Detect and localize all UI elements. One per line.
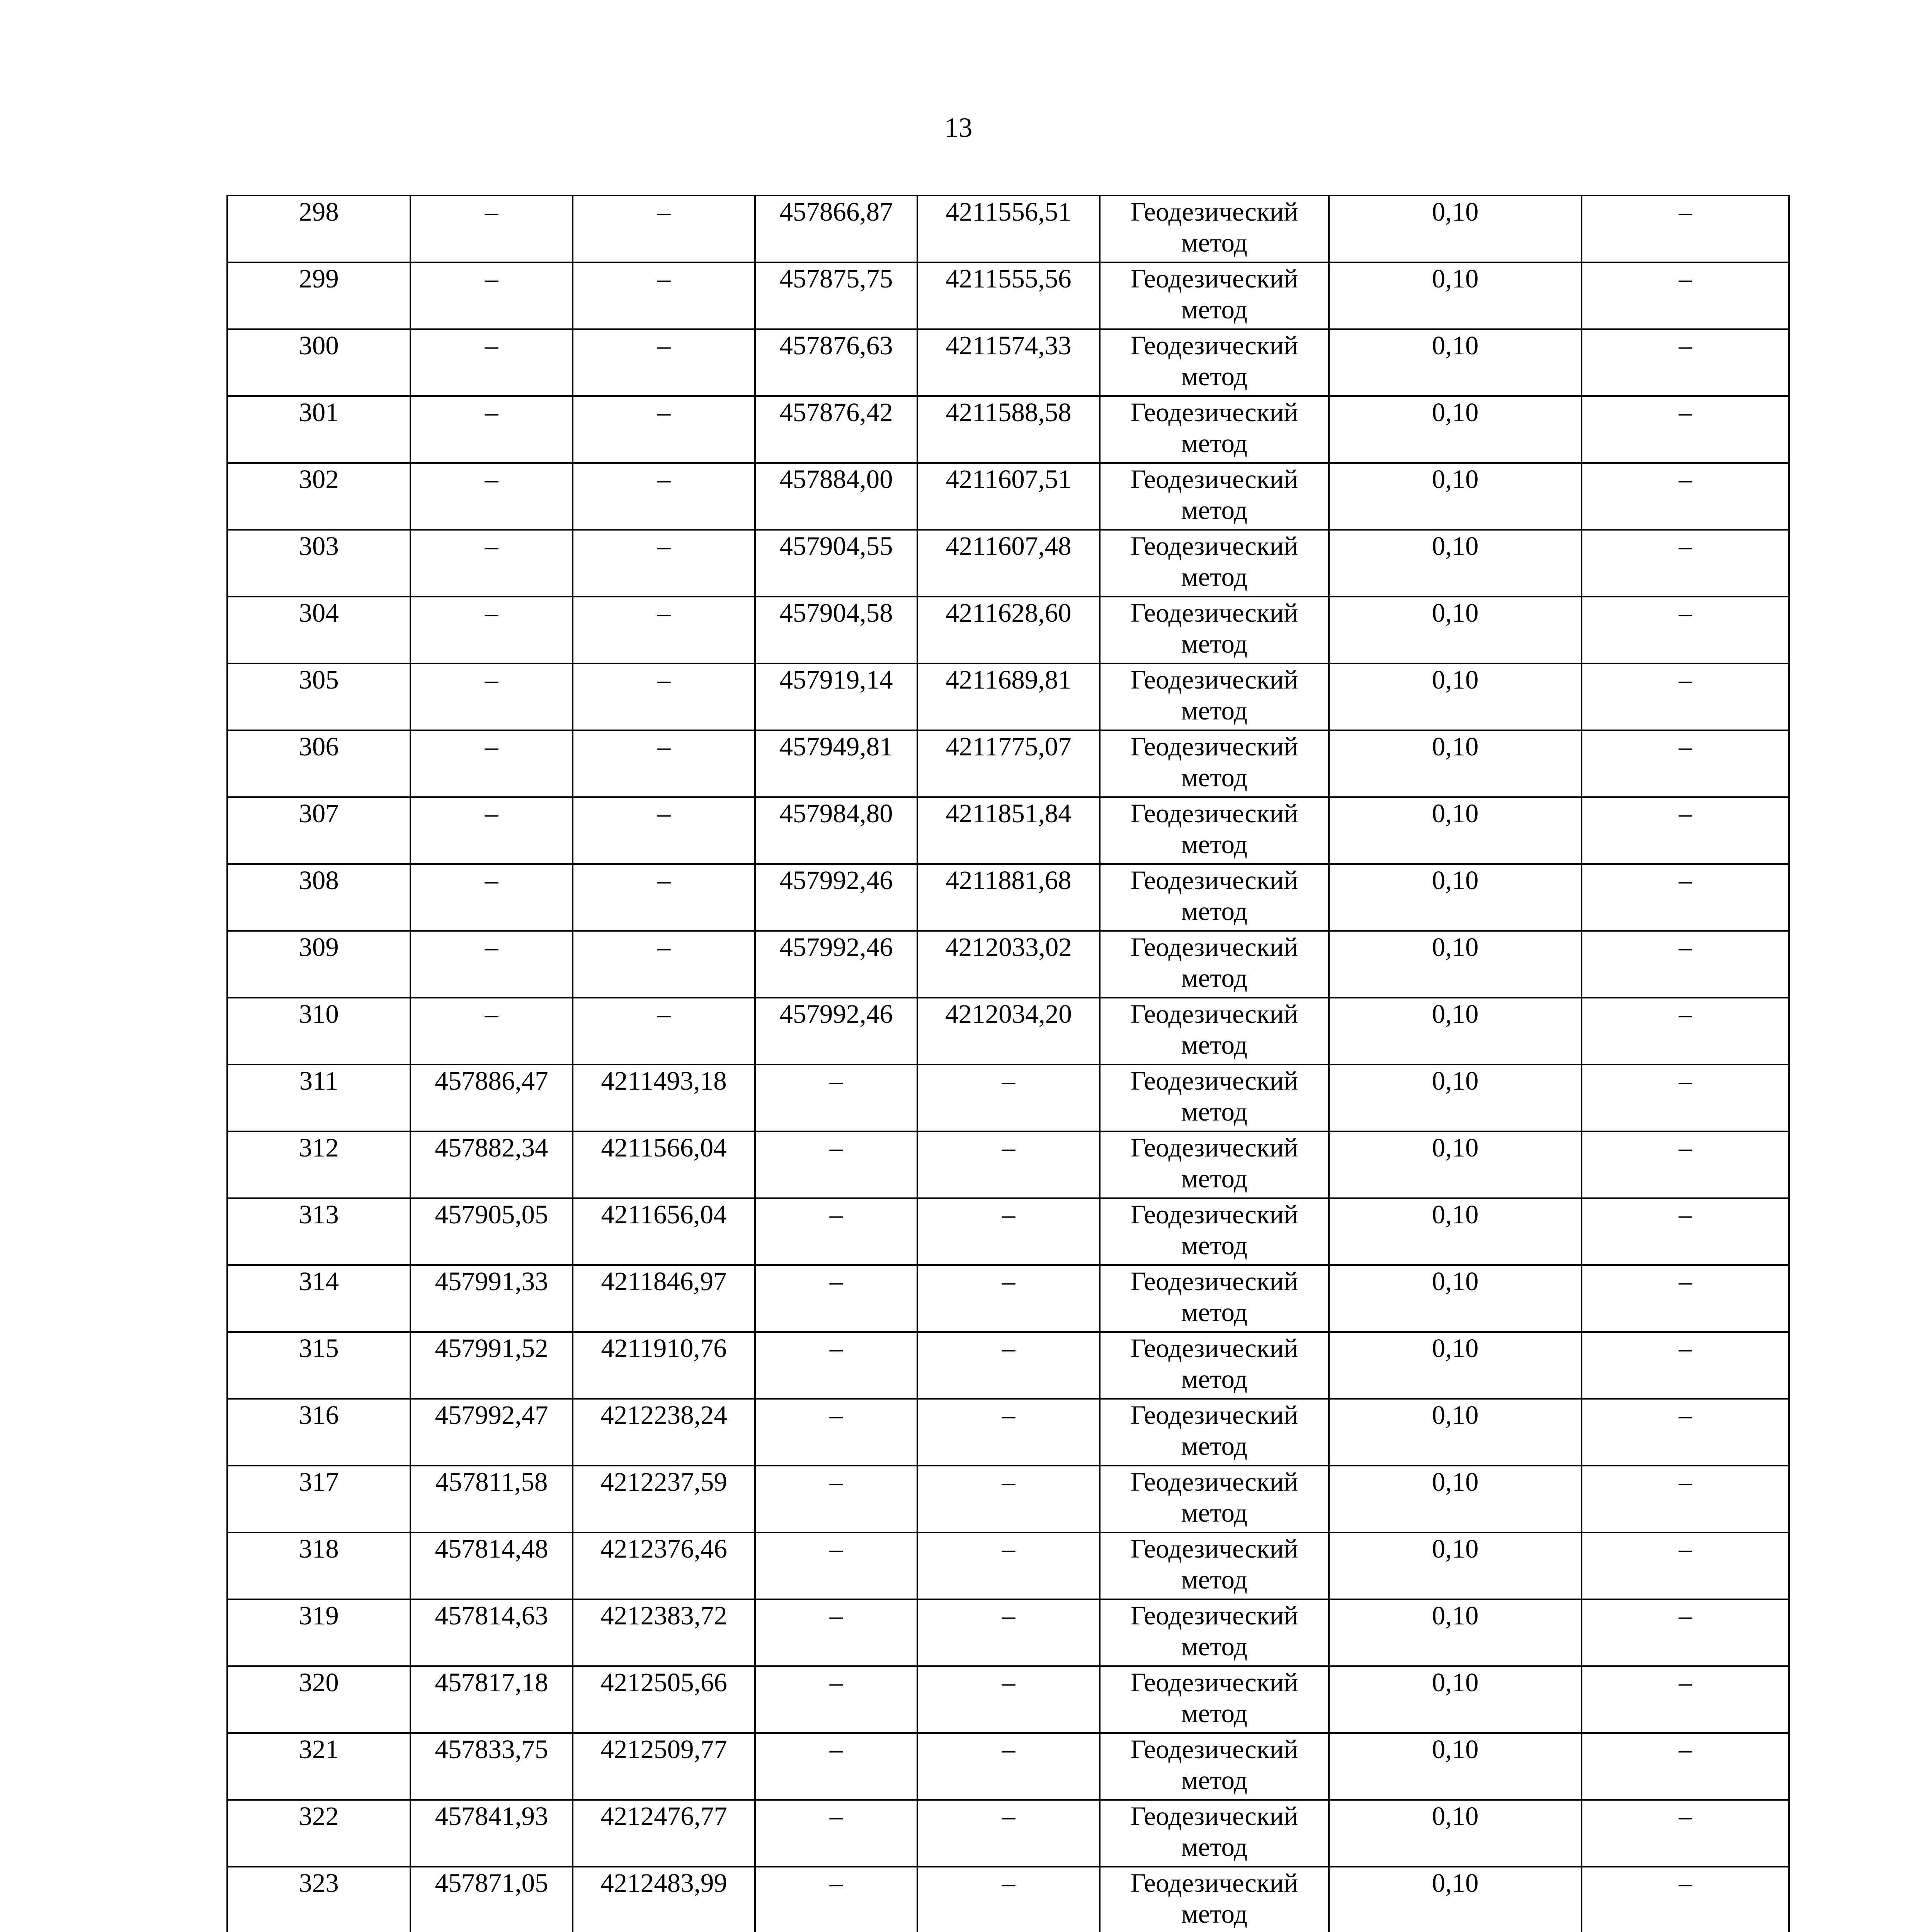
accuracy-cell: 0,10 <box>1329 1198 1582 1265</box>
accuracy-cell: 0,10 <box>1329 931 1582 998</box>
existing-x-cell: – <box>410 597 573 663</box>
accuracy-cell: 0,10 <box>1329 1466 1582 1532</box>
new-y-cell: 4212034,20 <box>917 998 1100 1065</box>
point-number-cell: 315 <box>227 1332 410 1399</box>
point-number-cell: 309 <box>227 931 410 998</box>
page-number: 13 <box>944 112 973 143</box>
existing-y-cell: – <box>573 663 755 730</box>
table-row <box>227 1131 1789 1198</box>
point-number-cell: 304 <box>227 597 410 663</box>
new-x-cell: – <box>755 1599 917 1666</box>
existing-x-cell: – <box>410 329 573 396</box>
table-row <box>227 262 1789 329</box>
existing-y-cell: – <box>573 196 755 262</box>
method-cell: Геодезический метод <box>1100 864 1329 931</box>
existing-x-cell: – <box>410 730 573 797</box>
new-x-cell: 457992,46 <box>755 864 917 931</box>
new-x-cell: 457876,63 <box>755 329 917 396</box>
description-cell: – <box>1582 730 1789 797</box>
new-y-cell: – <box>917 1800 1100 1867</box>
description-cell: – <box>1582 1800 1789 1867</box>
method-cell: Геодезический метод <box>1100 1867 1329 1932</box>
existing-x-cell: 457833,75 <box>410 1733 573 1800</box>
description-cell: – <box>1582 1666 1789 1733</box>
description-cell: – <box>1582 931 1789 998</box>
point-number-cell: 298 <box>227 196 410 262</box>
new-x-cell: – <box>755 1399 917 1466</box>
accuracy-cell: 0,10 <box>1329 597 1582 663</box>
table-row <box>227 1800 1789 1867</box>
existing-y-cell: 4212383,72 <box>573 1599 755 1666</box>
new-x-cell: 457984,80 <box>755 797 917 864</box>
new-x-cell: 457992,46 <box>755 931 917 998</box>
new-y-cell: 4211555,56 <box>917 262 1100 329</box>
point-number-cell: 302 <box>227 463 410 530</box>
method-cell: Геодезический метод <box>1100 730 1329 797</box>
new-x-cell: – <box>755 1065 917 1131</box>
description-cell: – <box>1582 1867 1789 1932</box>
new-x-cell: 457919,14 <box>755 663 917 730</box>
accuracy-cell: 0,10 <box>1329 329 1582 396</box>
accuracy-cell: 0,10 <box>1329 1131 1582 1198</box>
new-x-cell: – <box>755 1332 917 1399</box>
description-cell: – <box>1582 597 1789 663</box>
accuracy-cell: 0,10 <box>1329 1599 1582 1666</box>
table-row <box>227 1599 1789 1666</box>
new-x-cell: 457992,46 <box>755 998 917 1065</box>
new-x-cell: – <box>755 1466 917 1532</box>
table-row <box>227 1532 1789 1599</box>
method-cell: Геодезический метод <box>1100 396 1329 463</box>
accuracy-cell: 0,10 <box>1329 1867 1582 1932</box>
accuracy-cell: 0,10 <box>1329 730 1582 797</box>
existing-y-cell: 4211656,04 <box>573 1198 755 1265</box>
method-cell: Геодезический метод <box>1100 1332 1329 1399</box>
point-number-cell: 317 <box>227 1466 410 1532</box>
method-cell: Геодезический метод <box>1100 196 1329 262</box>
new-y-cell: 4211607,51 <box>917 463 1100 530</box>
existing-y-cell: – <box>573 329 755 396</box>
accuracy-cell: 0,10 <box>1329 1800 1582 1867</box>
new-y-cell: 4211588,58 <box>917 396 1100 463</box>
point-number-cell: 303 <box>227 530 410 597</box>
existing-x-cell: 457814,63 <box>410 1599 573 1666</box>
new-y-cell: 4211689,81 <box>917 663 1100 730</box>
new-x-cell: – <box>755 1867 917 1932</box>
new-x-cell: 457904,58 <box>755 597 917 663</box>
existing-y-cell: – <box>573 597 755 663</box>
description-cell: – <box>1582 1399 1789 1466</box>
new-y-cell: – <box>917 1867 1100 1932</box>
existing-x-cell: – <box>410 998 573 1065</box>
existing-x-cell: – <box>410 262 573 329</box>
existing-x-cell: – <box>410 864 573 931</box>
method-cell: Геодезический метод <box>1100 931 1329 998</box>
existing-y-cell: 4212483,99 <box>573 1867 755 1932</box>
new-y-cell: 4211775,07 <box>917 730 1100 797</box>
method-cell: Геодезический метод <box>1100 1466 1329 1532</box>
table-row <box>227 329 1789 396</box>
method-cell: Геодезический метод <box>1100 262 1329 329</box>
existing-x-cell: – <box>410 396 573 463</box>
existing-y-cell: 4212237,59 <box>573 1466 755 1532</box>
accuracy-cell: 0,10 <box>1329 196 1582 262</box>
point-number-cell: 316 <box>227 1399 410 1466</box>
existing-y-cell: – <box>573 530 755 597</box>
existing-y-cell: – <box>573 396 755 463</box>
description-cell: – <box>1582 1065 1789 1131</box>
existing-y-cell: – <box>573 864 755 931</box>
method-cell: Геодезический метод <box>1100 329 1329 396</box>
new-y-cell: 4211628,60 <box>917 597 1100 663</box>
new-x-cell: – <box>755 1131 917 1198</box>
new-y-cell: – <box>917 1466 1100 1532</box>
accuracy-cell: 0,10 <box>1329 1532 1582 1599</box>
table-body <box>227 196 1789 1932</box>
new-y-cell: – <box>917 1131 1100 1198</box>
existing-y-cell: 4211910,76 <box>573 1332 755 1399</box>
method-cell: Геодезический метод <box>1100 463 1329 530</box>
new-y-cell: – <box>917 1599 1100 1666</box>
description-cell: – <box>1582 1265 1789 1332</box>
new-y-cell: – <box>917 1666 1100 1733</box>
new-y-cell: 4211851,84 <box>917 797 1100 864</box>
point-number-cell: 321 <box>227 1733 410 1800</box>
table-row <box>227 864 1789 931</box>
existing-y-cell: – <box>573 931 755 998</box>
point-number-cell: 307 <box>227 797 410 864</box>
new-x-cell: – <box>755 1265 917 1332</box>
point-number-cell: 308 <box>227 864 410 931</box>
existing-y-cell: 4212509,77 <box>573 1733 755 1800</box>
accuracy-cell: 0,10 <box>1329 1399 1582 1466</box>
accuracy-cell: 0,10 <box>1329 1666 1582 1733</box>
method-cell: Геодезический метод <box>1100 1198 1329 1265</box>
existing-x-cell: – <box>410 463 573 530</box>
method-cell: Геодезический метод <box>1100 1599 1329 1666</box>
point-number-cell: 323 <box>227 1867 410 1932</box>
point-number-cell: 299 <box>227 262 410 329</box>
description-cell: – <box>1582 530 1789 597</box>
description-cell: – <box>1582 1131 1789 1198</box>
description-cell: – <box>1582 463 1789 530</box>
point-number-cell: 305 <box>227 663 410 730</box>
point-number-cell: 306 <box>227 730 410 797</box>
method-cell: Геодезический метод <box>1100 530 1329 597</box>
method-cell: Геодезический метод <box>1100 597 1329 663</box>
method-cell: Геодезический метод <box>1100 1532 1329 1599</box>
accuracy-cell: 0,10 <box>1329 463 1582 530</box>
existing-y-cell: – <box>573 262 755 329</box>
point-number-cell: 319 <box>227 1599 410 1666</box>
new-y-cell: – <box>917 1198 1100 1265</box>
existing-x-cell: 457817,18 <box>410 1666 573 1733</box>
accuracy-cell: 0,10 <box>1329 262 1582 329</box>
new-y-cell: 4212033,02 <box>917 931 1100 998</box>
point-number-cell: 318 <box>227 1532 410 1599</box>
description-cell: – <box>1582 663 1789 730</box>
new-y-cell: – <box>917 1532 1100 1599</box>
point-number-cell: 301 <box>227 396 410 463</box>
existing-x-cell: – <box>410 797 573 864</box>
description-cell: – <box>1582 998 1789 1065</box>
existing-y-cell: 4212505,66 <box>573 1666 755 1733</box>
table-row <box>227 998 1789 1065</box>
table-row <box>227 530 1789 597</box>
existing-y-cell: – <box>573 797 755 864</box>
new-x-cell: 457876,42 <box>755 396 917 463</box>
table-row <box>227 196 1789 262</box>
description-cell: – <box>1582 396 1789 463</box>
new-y-cell: – <box>917 1332 1100 1399</box>
point-number-cell: 312 <box>227 1131 410 1198</box>
method-cell: Геодезический метод <box>1100 1800 1329 1867</box>
table-row <box>227 1332 1789 1399</box>
table-row <box>227 931 1789 998</box>
method-cell: Геодезический метод <box>1100 1399 1329 1466</box>
new-y-cell: – <box>917 1265 1100 1332</box>
existing-y-cell: 4212376,46 <box>573 1532 755 1599</box>
description-cell: – <box>1582 196 1789 262</box>
method-cell: Геодезический метод <box>1100 1265 1329 1332</box>
accuracy-cell: 0,10 <box>1329 864 1582 931</box>
description-cell: – <box>1582 329 1789 396</box>
existing-x-cell: 457991,52 <box>410 1332 573 1399</box>
existing-x-cell: 457811,58 <box>410 1466 573 1532</box>
existing-y-cell: 4211846,97 <box>573 1265 755 1332</box>
table-row <box>227 396 1789 463</box>
new-y-cell: 4211607,48 <box>917 530 1100 597</box>
new-y-cell: – <box>917 1399 1100 1466</box>
table-row <box>227 1065 1789 1131</box>
description-cell: – <box>1582 262 1789 329</box>
new-y-cell: – <box>917 1733 1100 1800</box>
accuracy-cell: 0,10 <box>1329 1733 1582 1800</box>
existing-x-cell: 457882,34 <box>410 1131 573 1198</box>
new-x-cell: – <box>755 1532 917 1599</box>
existing-x-cell: 457886,47 <box>410 1065 573 1131</box>
accuracy-cell: 0,10 <box>1329 998 1582 1065</box>
description-cell: – <box>1582 1332 1789 1399</box>
point-number-cell: 311 <box>227 1065 410 1131</box>
point-number-cell: 322 <box>227 1800 410 1867</box>
existing-x-cell: – <box>410 530 573 597</box>
point-number-cell: 310 <box>227 998 410 1065</box>
new-x-cell: 457875,75 <box>755 262 917 329</box>
description-cell: – <box>1582 1532 1789 1599</box>
method-cell: Геодезический метод <box>1100 797 1329 864</box>
table-row <box>227 1733 1789 1800</box>
point-number-cell: 300 <box>227 329 410 396</box>
new-y-cell: 4211574,33 <box>917 329 1100 396</box>
description-cell: – <box>1582 1466 1789 1532</box>
accuracy-cell: 0,10 <box>1329 1332 1582 1399</box>
existing-y-cell: – <box>573 463 755 530</box>
new-x-cell: – <box>755 1666 917 1733</box>
existing-y-cell: 4212476,77 <box>573 1800 755 1867</box>
new-x-cell: 457904,55 <box>755 530 917 597</box>
existing-y-cell: 4211566,04 <box>573 1131 755 1198</box>
table-row <box>227 797 1789 864</box>
new-x-cell: – <box>755 1198 917 1265</box>
table-row <box>227 1265 1789 1332</box>
existing-x-cell: 457871,05 <box>410 1867 573 1932</box>
new-y-cell: 4211881,68 <box>917 864 1100 931</box>
new-x-cell: – <box>755 1733 917 1800</box>
description-cell: – <box>1582 1733 1789 1800</box>
existing-x-cell: 457991,33 <box>410 1265 573 1332</box>
accuracy-cell: 0,10 <box>1329 797 1582 864</box>
accuracy-cell: 0,10 <box>1329 396 1582 463</box>
method-cell: Геодезический метод <box>1100 998 1329 1065</box>
description-cell: – <box>1582 1198 1789 1265</box>
table-row <box>227 597 1789 663</box>
point-number-cell: 320 <box>227 1666 410 1733</box>
table-row <box>227 1666 1789 1733</box>
new-x-cell: 457949,81 <box>755 730 917 797</box>
point-number-cell: 313 <box>227 1198 410 1265</box>
table-row <box>227 730 1789 797</box>
accuracy-cell: 0,10 <box>1329 663 1582 730</box>
description-cell: – <box>1582 797 1789 864</box>
accuracy-cell: 0,10 <box>1329 530 1582 597</box>
table-row <box>227 463 1789 530</box>
table-row <box>227 1399 1789 1466</box>
coordinates-table <box>226 195 1790 1932</box>
method-cell: Геодезический метод <box>1100 1131 1329 1198</box>
table-row <box>227 663 1789 730</box>
existing-y-cell: – <box>573 730 755 797</box>
method-cell: Геодезический метод <box>1100 663 1329 730</box>
new-x-cell: 457866,87 <box>755 196 917 262</box>
new-y-cell: 4211556,51 <box>917 196 1100 262</box>
existing-x-cell: 457841,93 <box>410 1800 573 1867</box>
existing-x-cell: 457992,47 <box>410 1399 573 1466</box>
existing-y-cell: 4211493,18 <box>573 1065 755 1131</box>
existing-x-cell: – <box>410 196 573 262</box>
existing-x-cell: – <box>410 931 573 998</box>
existing-x-cell: 457814,48 <box>410 1532 573 1599</box>
new-x-cell: – <box>755 1800 917 1867</box>
new-x-cell: 457884,00 <box>755 463 917 530</box>
accuracy-cell: 0,10 <box>1329 1065 1582 1131</box>
table-row <box>227 1198 1789 1265</box>
new-y-cell: – <box>917 1065 1100 1131</box>
table-row <box>227 1867 1789 1932</box>
existing-x-cell: 457905,05 <box>410 1198 573 1265</box>
existing-x-cell: – <box>410 663 573 730</box>
existing-y-cell: – <box>573 998 755 1065</box>
method-cell: Геодезический метод <box>1100 1733 1329 1800</box>
accuracy-cell: 0,10 <box>1329 1265 1582 1332</box>
point-number-cell: 314 <box>227 1265 410 1332</box>
method-cell: Геодезический метод <box>1100 1065 1329 1131</box>
method-cell: Геодезический метод <box>1100 1666 1329 1733</box>
table-row <box>227 1466 1789 1532</box>
description-cell: – <box>1582 1599 1789 1666</box>
description-cell: – <box>1582 864 1789 931</box>
existing-y-cell: 4212238,24 <box>573 1399 755 1466</box>
